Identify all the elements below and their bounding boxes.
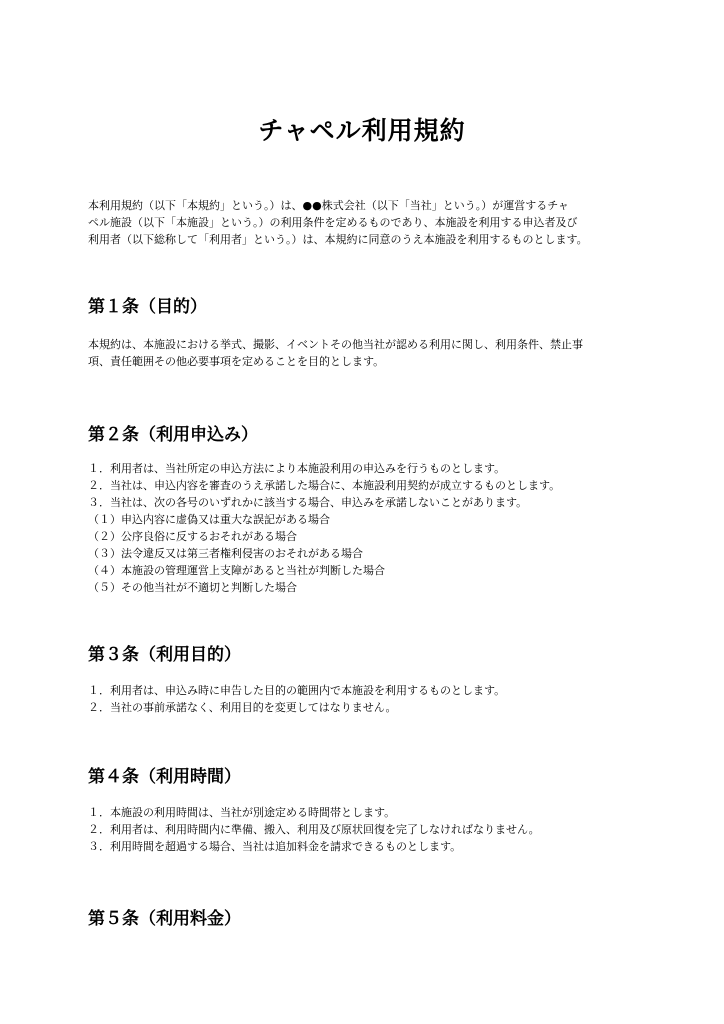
intro-line: 利用者（以下総称して「利用者」という。）は、本規約に同意のうえ本施設を利用するものとします。 bbox=[88, 233, 588, 246]
intro-line: ペル施設（以下「本施設」という。）の利用条件を定めるものであり、本施設を利用する申込者及び bbox=[88, 216, 578, 229]
article-body bbox=[88, 336, 668, 370]
article-heading: 第４条（利用時間） bbox=[88, 767, 241, 787]
intro-line: 本利用規約（以下「本規約」という。）は、●●株式会社（以下「当社」という。）が運営するチャ bbox=[88, 199, 569, 212]
article-line: １．利用者は、申込み時に申告した目的の範囲内で本施設を利用するものとします。 bbox=[88, 684, 506, 697]
article-heading: 第２条（利用申込み） bbox=[88, 425, 258, 445]
article-line: 本規約は、本施設における挙式、撮影、イベントその他当社が認める利用に関し、利用条件、禁止事 bbox=[88, 338, 583, 351]
article-2 bbox=[88, 424, 668, 594]
article-heading: 第３条（利用目的） bbox=[88, 645, 241, 665]
article-heading: 第１条（目的） bbox=[88, 297, 207, 317]
article-line: （１）申込内容に虚偽又は重大な誤記がある場合 bbox=[88, 513, 330, 526]
article-body bbox=[88, 804, 668, 855]
article-body bbox=[88, 682, 668, 716]
article-5 bbox=[88, 908, 668, 930]
article-line: １．利用者は、当社所定の申込方法により本施設利用の申込みを行うものとします。 bbox=[88, 462, 506, 475]
article-line: （５）その他当社が不適切と判断した場合 bbox=[88, 581, 297, 594]
article-line: ３．当社は、次の各号のいずれかに該当する場合、申込みを承諾しないことがあります。 bbox=[88, 496, 528, 509]
article-body bbox=[88, 460, 668, 596]
article-line: ３．利用時間を超過する場合、当社は追加料金を請求できるものとします。 bbox=[88, 840, 462, 853]
document-title: チャペル利用規約 bbox=[258, 116, 466, 145]
article-line: １．本施設の利用時間は、当社が別途定める時間帯とします。 bbox=[88, 806, 396, 819]
article-line: ２．当社は、申込内容を審査のうえ承諾した場合に、本施設利用契約が成立するものとします。 bbox=[88, 479, 561, 492]
intro-paragraph bbox=[88, 197, 668, 248]
article-line: （３）法令違反又は第三者権利侵害のおそれがある場合 bbox=[88, 547, 363, 560]
article-line: （４）本施設の管理運営上支障があると当社が判断した場合 bbox=[88, 564, 385, 577]
article-3 bbox=[88, 644, 668, 714]
article-line: 項、責任範囲その他必要事項を定めることを目的とします。 bbox=[88, 355, 385, 368]
article-4 bbox=[88, 766, 668, 853]
article-line: ２．当社の事前承諾なく、利用目的を変更してはなりません。 bbox=[88, 701, 397, 714]
article-heading: 第５条（利用料金） bbox=[88, 909, 241, 929]
article-line: ２．利用者は、利用時間内に準備、搬入、利用及び原状回復を完了しなければなりません。 bbox=[88, 823, 540, 836]
article-1 bbox=[88, 296, 668, 368]
article-line: （２）公序良俗に反するおそれがある場合 bbox=[88, 530, 297, 543]
